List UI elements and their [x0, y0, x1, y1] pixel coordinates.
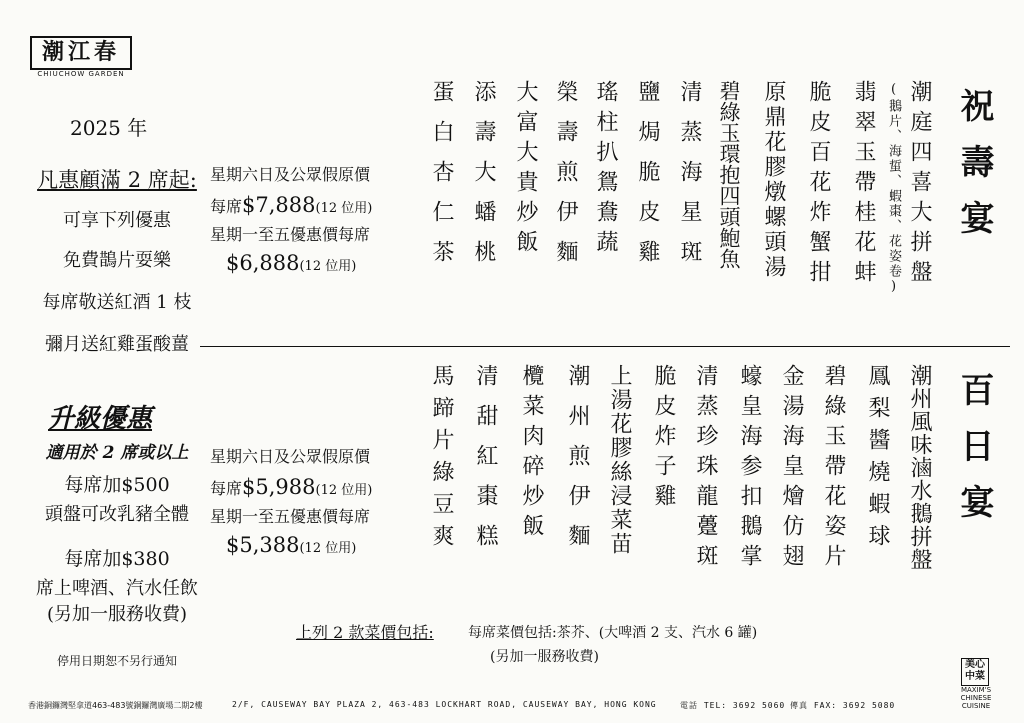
- maxims-sub: CHINESE CUISINE: [960, 694, 992, 710]
- menu-bottom-dish: 鳳梨醬燒蝦球: [865, 364, 890, 556]
- price-bottom-line4: $5,388(12 位用): [226, 533, 357, 557]
- menu-bottom-dish: 欖菜肉碎炒飯: [519, 364, 544, 544]
- upgrade-title: 升級優惠: [48, 404, 153, 434]
- price-top-line4: $6,888(12 位用): [226, 251, 357, 275]
- menu-top-dish-note: (鵝片、海蜇、蝦棗、花姿卷): [886, 82, 901, 296]
- includes-text: 每席菜價包括:茶芥、(大啤酒 2 支、汽水 6 罐): [468, 625, 758, 641]
- menu-top-dish: 原鼎花膠燉螺頭湯: [761, 80, 786, 280]
- upgrade1-desc: 頭盤可改乳豬全體: [45, 504, 189, 525]
- menu-top-dish: 蛋白杏仁茶: [429, 80, 454, 280]
- upgrade2-fee: (另加一服務收費): [46, 604, 188, 625]
- menu-top-dish: 瑤柱扒鴛鴦蔬: [593, 80, 618, 260]
- restaurant-logo-subtitle: CHIUCHOW GARDEN: [37, 70, 125, 78]
- maxims-name: MAXIM'S: [960, 686, 992, 694]
- menu-top-dish: 鹽焗脆皮雞: [635, 80, 660, 280]
- benefit-item: 可享下列優惠: [63, 210, 171, 231]
- menu-bottom-dish: 脆皮炸子雞: [651, 364, 676, 514]
- benefit-item: 每席敬送紅酒 1 枝: [42, 292, 192, 313]
- menu-top-dish: 大富大貴炒飯: [513, 80, 538, 260]
- upgrade-note: 適用於 2 席或以上: [45, 443, 189, 463]
- price-bottom-amount: $5,988: [242, 475, 316, 499]
- price-top-line1: 星期六日及公眾假原價: [210, 165, 371, 184]
- year-label: 2025 年: [70, 116, 148, 140]
- menu-top-dish: 清蒸海星斑: [677, 80, 702, 280]
- price-top-discount-amount: $6,888: [226, 251, 300, 275]
- menu-top-dish: 榮壽煎伊麵: [553, 80, 578, 280]
- min-tables-label: 凡惠顧滿 2 席起:: [37, 168, 197, 192]
- menu-top-dish: 脆皮百花炸蟹拑: [806, 80, 831, 290]
- footer-fax: 傳真 FAX: 3692 5080: [790, 701, 896, 710]
- menu-top-dish: 翡翠玉帶桂花蚌: [851, 80, 876, 290]
- price-bottom-discount-amount: $5,388: [226, 533, 300, 557]
- menu-bottom-dish: 蠔皇海参扣鵝掌: [737, 364, 762, 574]
- upgrade1-price: 每席加$500: [64, 474, 170, 496]
- includes-label: 上列 2 款菜價包括:: [296, 623, 434, 642]
- price-bottom-block: [210, 446, 410, 560]
- menu-top-dish: 潮庭四喜大拼盤: [907, 80, 932, 290]
- price-top-line2: 每席$7,888(12 位用): [210, 193, 373, 217]
- price-bottom-line3: 星期一至五優惠價每席: [210, 507, 371, 526]
- menu-bottom-dish: 潮州煎伊麵: [565, 364, 590, 564]
- menu-bottom-dish: 潮州風味滷水鵝拼盤: [907, 364, 932, 571]
- price-top-line3: 星期一至五優惠價每席: [210, 225, 371, 244]
- upgrade2-desc: 席上啤酒、汽水任飲: [36, 578, 198, 599]
- footer-tel: 電話 TEL: 3692 5060: [680, 701, 786, 710]
- menu-top-title: 祝壽宴: [954, 88, 994, 256]
- menu-bottom-dish: 金湯海皇燴仿翅: [779, 364, 804, 574]
- menu-bottom-title: 百日宴: [954, 372, 994, 540]
- menu-top-dish: 碧綠玉環抱四頭鮑魚: [717, 80, 741, 269]
- menu-bottom-dish: 碧綠玉帶花姿片: [821, 364, 846, 574]
- price-bottom-line2: 每席$5,988(12 位用): [210, 475, 373, 499]
- stop-notice: 停用日期恕不另行通知: [56, 654, 177, 668]
- menu-bottom-dish: 上湯花膠絲浸菜苗: [607, 364, 632, 556]
- includes-fee: (另加一服務收費): [490, 649, 599, 665]
- footer-address-en: 2/F, CAUSEWAY BAY PLAZA 2, 463-483 LOCKHART ROAD, CAUSEWAY BAY, HONG KONG: [232, 700, 657, 709]
- menu-bottom-dish: 清蒸珍珠龍躉斑: [693, 364, 718, 574]
- maxims-brand-text: [950, 686, 1002, 710]
- footer-address-cn: 香港銅鑼灣堅拿道463-483號銅鑼灣廣場二期2樓: [28, 701, 203, 710]
- benefit-item: 彌月送紅雞蛋酸薑: [45, 334, 189, 355]
- price-top-amount: $7,888: [242, 193, 316, 217]
- restaurant-logo: 潮江春: [30, 36, 132, 70]
- menu-bottom-dish: 清甜紅棗糕: [473, 364, 498, 564]
- menu-top-dish: 添壽大蟠桃: [471, 80, 496, 280]
- menu-bottom-dish: 馬蹄片綠豆爽: [429, 364, 454, 556]
- upgrade2-price: 每席加$380: [64, 548, 170, 570]
- benefit-item: 免費鵲片耍樂: [63, 250, 171, 271]
- price-top-block: [210, 164, 410, 278]
- section-divider: [200, 346, 1010, 347]
- price-bottom-line1: 星期六日及公眾假原價: [210, 447, 371, 466]
- maxims-logo: 美心中菜: [961, 658, 989, 686]
